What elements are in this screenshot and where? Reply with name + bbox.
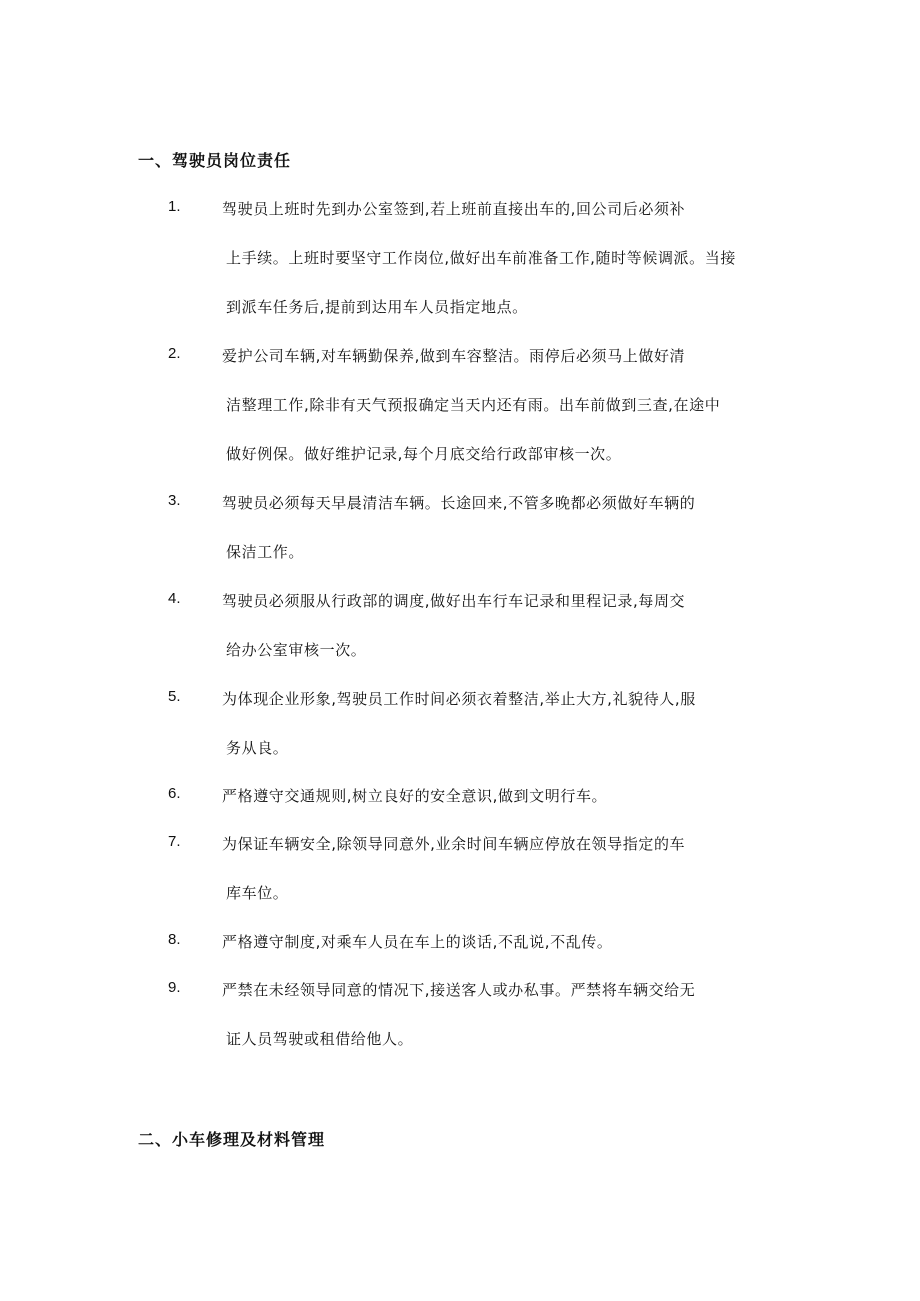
item-text-line: 做好例保。做好维护记录,每个月底交给行政部审核一次。 — [226, 445, 622, 463]
item-text-line: 驾驶员上班时先到办公室签到,若上班前直接出车的,回公司后必须补 — [222, 200, 686, 218]
item-text-line: 严格遵守交通规则,树立良好的安全意识,做到文明行车。 — [222, 787, 608, 805]
item-text-line: 严禁在未经领导同意的情况下,接送客人或办私事。严禁将车辆交给无 — [222, 981, 696, 999]
item-number: 6. — [168, 785, 181, 802]
item-number: 5. — [168, 688, 181, 705]
item-text-line: 严格遵守制度,对乘车人员在车上的谈话,不乱说,不乱传。 — [222, 933, 613, 951]
item-number: 4. — [168, 590, 181, 607]
item-text-line: 保洁工作。 — [226, 543, 305, 561]
item-text-line: 爱护公司车辆,对车辆勤保养,做到车容整洁。雨停后必须马上做好清 — [222, 347, 686, 365]
section-title-car-repair: 二、小车修理及材料管理 — [138, 1130, 326, 1149]
section-title-driver-duties: 一、驾驶员岗位责任 — [138, 151, 292, 170]
item-text-line: 洁整理工作,除非有天气预报确定当天内还有雨。出车前做到三查,在途中 — [226, 396, 721, 414]
item-text-line: 为体现企业形象,驾驶员工作时间必须衣着整洁,举止大方,礼貌待人,服 — [222, 690, 696, 708]
item-number: 2. — [168, 345, 181, 362]
item-text-line: 给办公室审核一次。 — [226, 641, 367, 659]
item-text-line: 为保证车辆安全,除领导同意外,业余时间车辆应停放在领导指定的车 — [222, 835, 686, 853]
item-text-line: 到派车任务后,提前到达用车人员指定地点。 — [226, 298, 528, 316]
item-number: 9. — [168, 979, 181, 996]
item-number: 3. — [168, 492, 181, 509]
item-number: 1. — [168, 198, 181, 215]
item-text-line: 上手续。上班时要坚守工作岗位,做好出车前准备工作,随时等候调派。当接 — [226, 249, 736, 267]
item-text-line: 证人员驾驶或租借给他人。 — [226, 1030, 414, 1048]
item-text-line: 库车位。 — [226, 884, 289, 902]
item-text-line: 务从良。 — [226, 739, 289, 757]
item-text-line: 驾驶员必须每天早晨清洁车辆。长途回来,不管多晚都必须做好车辆的 — [222, 494, 696, 512]
item-number: 8. — [168, 931, 181, 948]
item-text-line: 驾驶员必须服从行政部的调度,做好出车行车记录和里程记录,每周交 — [222, 592, 686, 610]
item-number: 7. — [168, 833, 181, 850]
